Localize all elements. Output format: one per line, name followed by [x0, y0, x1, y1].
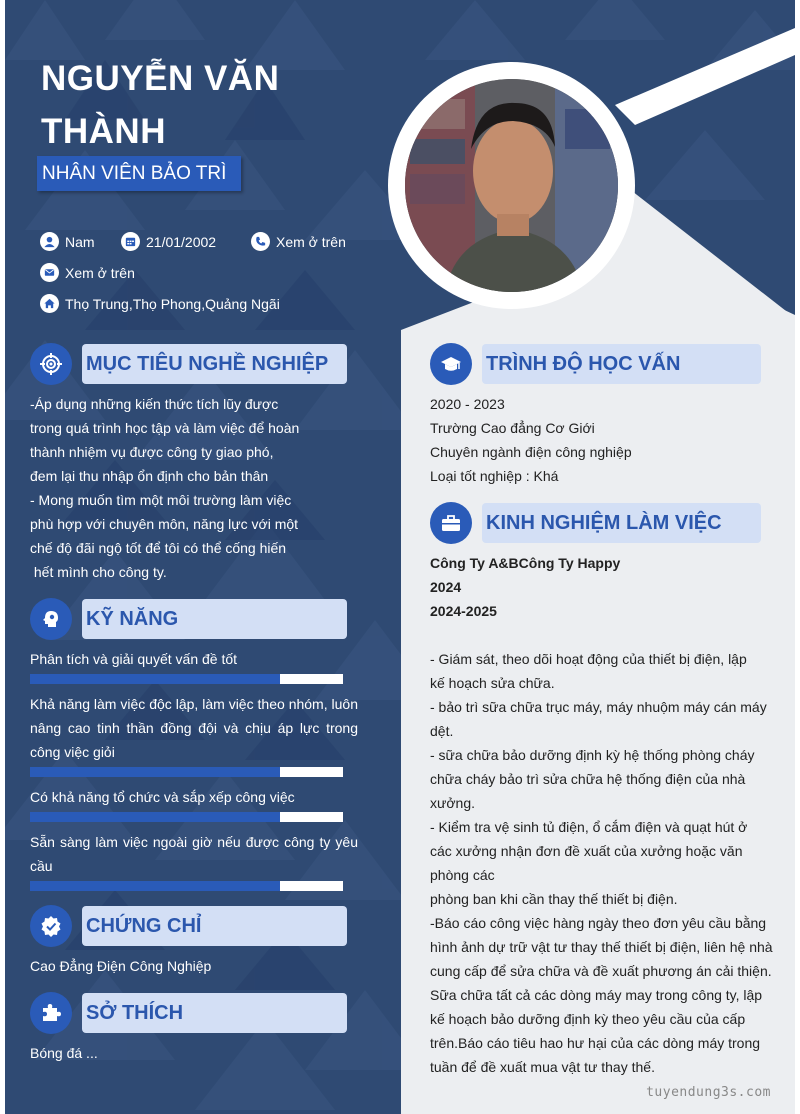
- experience-line: -Báo cáo công việc hàng ngày theo đơn yêu cầu bằng: [430, 915, 767, 931]
- contact-birthday: [121, 232, 216, 251]
- gender-text: Nam: [65, 233, 95, 250]
- calendar-icon: [121, 232, 140, 251]
- skill-label: Khả năng làm việc độc lập, làm việc theo nhóm, luôn nâng cao tinh thần đồng đội và chịu áp lực trong công việc giỏi: [30, 696, 358, 760]
- education-school: Trường Cao đẳng Cơ Giới: [430, 420, 595, 436]
- name-line-1: NGUYỄN VĂN: [41, 59, 280, 98]
- candidate-name: [41, 52, 371, 158]
- address-text: Thọ Trung,Thọ Phong,Quảng Ngãi: [65, 295, 280, 312]
- section-experience: [430, 503, 761, 543]
- experience-description: [430, 647, 775, 1079]
- experience-line: - Kiểm tra vệ sinh tủ điện, ổ cắm điện và quạt hút ở: [430, 819, 748, 835]
- hobby-text: Bóng đá ...: [30, 1045, 98, 1061]
- watermark: tuyendung3s.com: [646, 1085, 771, 1100]
- experience-company: Công Ty A&BCông Ty Happy: [430, 555, 621, 571]
- certificate-text: Cao Đẳng Điện Công Nghiệp: [30, 958, 212, 974]
- avatar: [405, 79, 618, 292]
- education-details: [430, 392, 780, 488]
- briefcase-icon: [430, 502, 472, 544]
- objective-line: chế độ đãi ngộ tốt để tôi có thể cống hiến: [30, 540, 287, 556]
- skill-bar: [30, 767, 343, 777]
- experience-period: 2024-2025: [430, 603, 497, 619]
- experience-line: dệt.: [430, 723, 454, 739]
- brain-icon: [30, 598, 72, 640]
- badge-check-icon: [30, 905, 72, 947]
- section-title: SỞ THÍCH: [86, 1002, 184, 1024]
- target-icon: [30, 343, 72, 385]
- contact-email: [40, 263, 135, 282]
- skill-bar: [30, 812, 343, 822]
- skill-bar-fill: [30, 881, 280, 891]
- experience-line: hình ảnh dự trữ vật tư thay thế thiết bị điện, liên hệ nhà: [430, 939, 773, 955]
- skill-label: Sẵn sàng làm việc ngoài giờ nếu được công ty yêu cầu: [30, 834, 358, 874]
- experience-line: phòng các: [430, 867, 495, 883]
- objective-line: phù hợp với chuyên môn, năng lực với một: [30, 516, 299, 532]
- email-text: Xem ở trên: [65, 264, 135, 281]
- objective-line: hết mình cho công ty.: [30, 564, 167, 580]
- skill-bar: [30, 674, 343, 684]
- skill-bar-fill: [30, 674, 280, 684]
- experience-line: tuần để đề xuất mua vật tư thay thế.: [430, 1059, 655, 1075]
- objective-line: đem lại thu nhập ổn định cho bản thân: [30, 468, 269, 484]
- experience-line: kế hoạch sửa chữa.: [430, 675, 555, 691]
- experience-line: - sữa chữa bảo dưỡng định kỳ hệ thống phòng cháy: [430, 747, 755, 763]
- contact-phone: [251, 232, 346, 251]
- section-title: MỤC TIÊU NGHỀ NGHIỆP: [86, 353, 329, 375]
- experience-line: Sữa chữa tất cả các dòng máy may trong công ty, lập: [430, 987, 763, 1003]
- objective-line: thành nhiệm vụ được công ty giao phó,: [30, 444, 274, 460]
- experience-line: xưởng.: [430, 795, 476, 811]
- experience-line: - bảo trì sữa chữa trục máy, máy nhuộm máy cán máy: [430, 699, 767, 715]
- puzzle-icon: [30, 992, 72, 1034]
- objective-line: - Mong muốn tìm một môi trường làm việc: [30, 492, 292, 508]
- home-icon: [40, 294, 59, 313]
- skill-label: Phân tích và giải quyết vấn đề tốt: [30, 651, 238, 667]
- section-hobbies: [30, 993, 347, 1033]
- skill-bar-fill: [30, 767, 280, 777]
- contact-gender: [40, 232, 95, 251]
- phone-text: Xem ở trên: [276, 233, 346, 250]
- experience-line: phòng ban khi cần thay thế thiết bị điện.: [430, 891, 678, 907]
- section-career-objective: [30, 344, 347, 384]
- section-education: [430, 344, 761, 384]
- person-icon: [40, 232, 59, 251]
- experience-line: chữa cháy bảo trì sửa chữa hệ thống điện của nhà: [430, 771, 746, 787]
- section-title: CHỨNG CHỈ: [86, 915, 202, 937]
- experience-line: trên.Báo cáo tiêu hao hư hại của các dòng máy trong: [430, 1035, 761, 1051]
- objective-text: [30, 392, 370, 584]
- experience-line: kế hoạch bảo dưỡng định kỳ theo yêu cầu của cấp: [430, 1011, 746, 1027]
- skill-label: Có khả năng tổ chức và sắp xếp công việc: [30, 789, 295, 805]
- skill-bar: [30, 881, 343, 891]
- contact-address: [40, 294, 280, 313]
- birthday-text: 21/01/2002: [146, 233, 217, 250]
- experience-header: [430, 551, 780, 623]
- graduation-cap-icon: [430, 343, 472, 385]
- education-major: Chuyên ngành điện công nghiệp: [430, 444, 632, 460]
- skill-bar-fill: [30, 812, 280, 822]
- section-title: KINH NGHIỆM LÀM VIỆC: [486, 512, 722, 534]
- experience-line: các xưởng nhận đơn đề xuất của xưởng hoặc văn: [430, 843, 743, 859]
- section-title: KỸ NĂNG: [86, 608, 179, 630]
- name-line-2: THÀNH: [41, 112, 166, 151]
- objective-line: -Áp dụng những kiến thức tích lũy được: [30, 396, 279, 412]
- job-title: NHÂN VIÊN BẢO TRÌ: [37, 156, 241, 191]
- section-skills: [30, 599, 347, 639]
- cv-page: [5, 0, 795, 1114]
- experience-year: 2024: [430, 579, 462, 595]
- education-grade: Loại tốt nghiệp : Khá: [430, 468, 559, 484]
- experience-line: - Giám sát, theo dõi hoạt động của thiết bị điện, lập: [430, 651, 747, 667]
- experience-line: cung cấp để sửa chữa và đề xuất phương án cải thiện.: [430, 963, 772, 979]
- phone-icon: [251, 232, 270, 251]
- objective-line: trong quá trình học tập và làm việc để hoàn: [30, 420, 300, 436]
- section-certificates: [30, 906, 347, 946]
- email-icon: [40, 263, 59, 282]
- education-period: 2020 - 2023: [430, 396, 505, 412]
- section-title: TRÌNH ĐỘ HỌC VẤN: [486, 353, 681, 375]
